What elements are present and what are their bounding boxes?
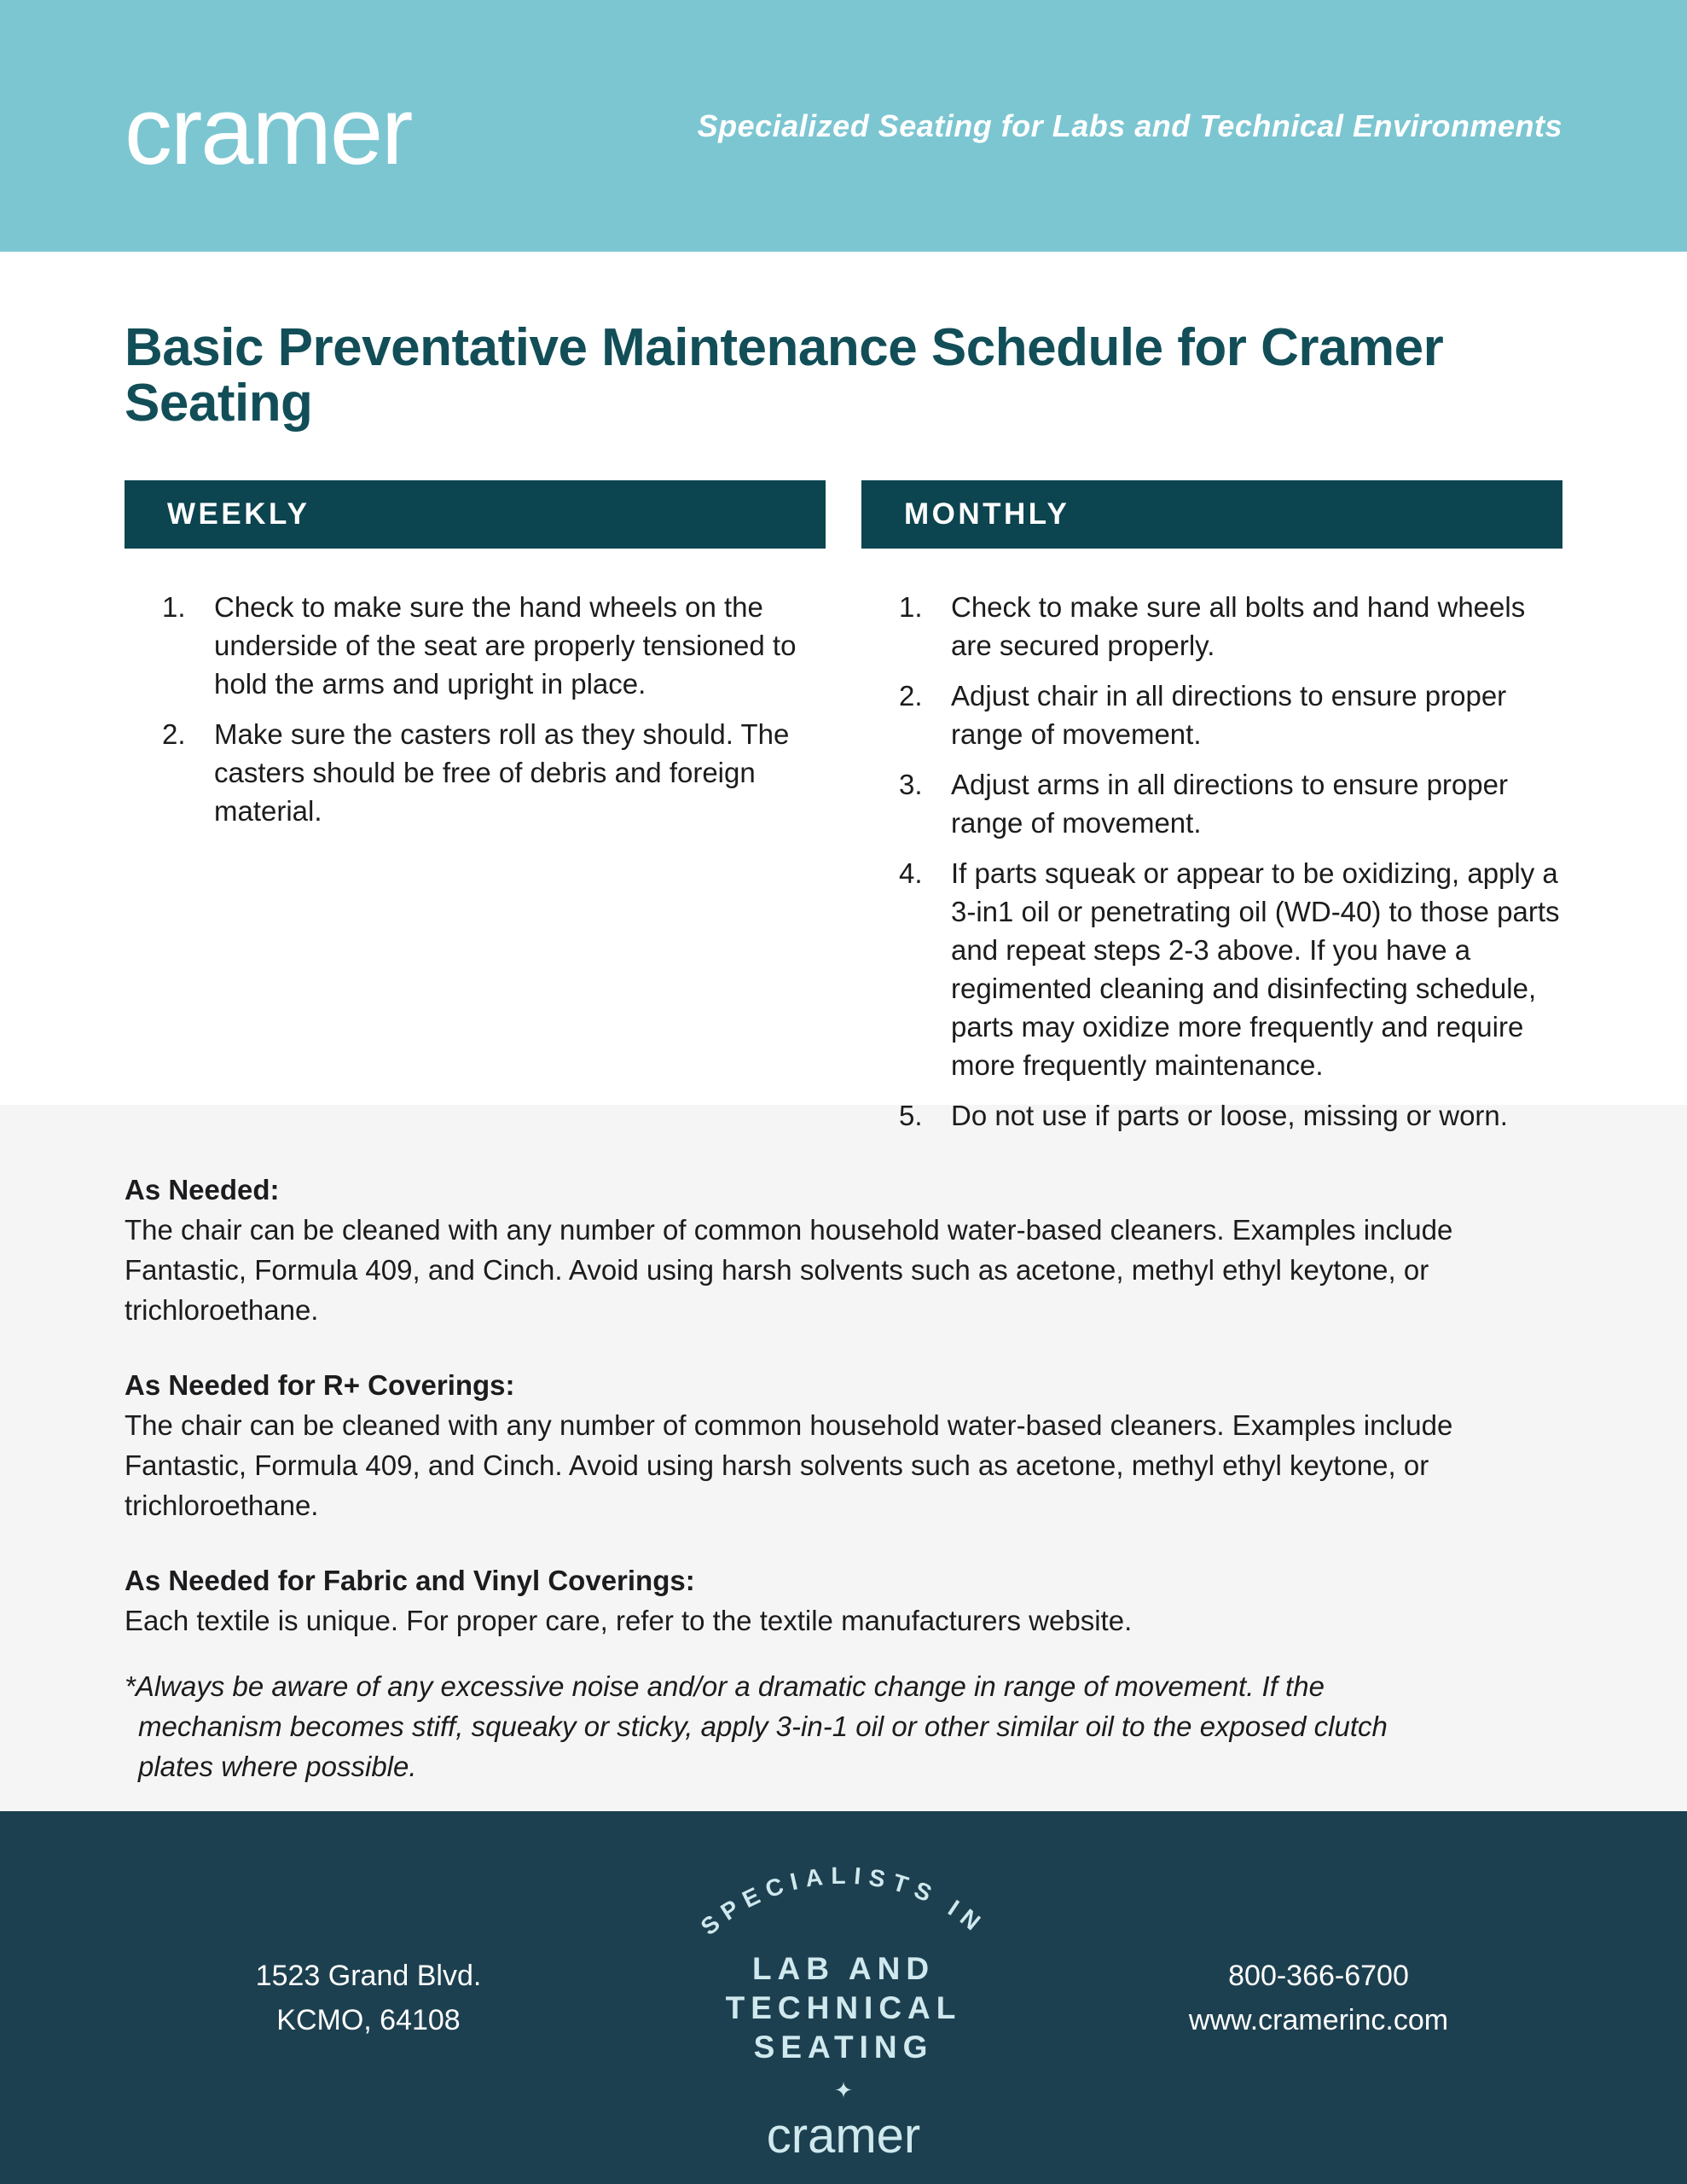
schedule-columns: [125, 480, 1562, 1147]
monthly-header-label: MONTHLY: [904, 497, 1070, 531]
weekly-list: [125, 588, 826, 830]
weekly-header-label: WEEKLY: [167, 497, 310, 531]
list-item: Adjust chair in all directions to ensure proper range of movement.: [951, 680, 1507, 751]
footer-phone: 800-366-6700: [1228, 1959, 1409, 1992]
as-needed-fabric-heading: As Needed for Fabric and Vinyl Coverings:: [125, 1565, 695, 1596]
as-needed-body: The chair can be cleaned with any number of common household water-based cleaners. Examples include Fantastic, Formula 409, and Cinch. Avoid using harsh solvents such as acetone, methyl ethyl keytone, or trichloroethane.: [125, 1214, 1453, 1326]
list-item: If parts squeak or appear to be oxidizing, apply a 3-in1 oil or penetrating oil (WD-40) to those parts and repeat steps 2-3 above. If you have a regimented cleaning and disinfecting schedule, parts may oxidize more frequently and require more frequently maintenance.: [951, 857, 1560, 1082]
specialists-badge: [643, 1835, 1044, 2164]
address-line-2: KCMO, 64108: [276, 2003, 461, 2036]
footer-contact: [1044, 1954, 1593, 2042]
monthly-list: [861, 588, 1562, 1135]
badge-arc-text: [647, 1835, 1040, 1955]
badge-arc-label: SPECIALISTS IN: [695, 1862, 992, 1940]
as-needed-rplus-body: The chair can be cleaned with any number of common household water-based cleaners. Examples include Fantastic, Formula 409, and Cinch. Avoid using harsh solvents such as acetone, methyl ethyl keytone, or trichloroethane.: [125, 1409, 1453, 1521]
list-item: Do not use if parts or loose, missing or worn.: [951, 1100, 1508, 1132]
list-item: Check to make sure the hand wheels on the underside of the seat are properly tensioned to hold the arms and upright in place.: [214, 591, 797, 700]
list-item: Make sure the casters roll as they should. The casters should be free of debris and foreign material.: [214, 718, 790, 828]
list-item: Check to make sure all bolts and hand wheels are secured properly.: [951, 591, 1526, 662]
svg-text:SPECIALISTS IN: [696, 1862, 992, 1939]
monthly-column: [861, 480, 1562, 1147]
badge-cramer-wordmark: cramer: [766, 2107, 921, 2164]
monthly-header-bar: [861, 480, 1562, 549]
footer-address: [94, 1954, 643, 2042]
as-needed-block: [125, 1170, 1562, 1330]
as-needed-fabric-body: Each textile is unique. For proper care, refer to the textile manufacturers website.: [125, 1605, 1133, 1636]
as-needed-heading: As Needed:: [125, 1174, 280, 1205]
weekly-column: [125, 480, 826, 1147]
as-needed-section: [0, 1105, 1687, 1811]
sparkle-icon: ✦: [834, 2077, 853, 2103]
address-line-1: 1523 Grand Blvd.: [255, 1959, 482, 1992]
as-needed-fabric-block: [125, 1560, 1562, 1641]
weekly-header-bar: [125, 480, 826, 549]
list-item: Adjust arms in all directions to ensure proper range of movement.: [951, 769, 1508, 839]
badge-line-lab-and: LAB AND: [751, 1950, 936, 1986]
badge-line-seating: SEATING: [753, 2029, 934, 2065]
caution-note: *Always be aware of any excessive noise and/or a dramatic change in range of movement. If the mechanism becomes stiff, squeaky or sticky, apply 3-in-1 oil or other similar oil to the exposed clutch plates where possible.: [125, 1670, 1388, 1782]
as-needed-rplus-block: [125, 1365, 1562, 1525]
cramer-logo: cramer: [125, 77, 412, 184]
badge-line-technical: TECHNICAL: [725, 1989, 962, 2025]
footer-website: www.cramerinc.com: [1188, 2003, 1449, 2036]
page-header: [0, 0, 1687, 252]
page-footer: [0, 1811, 1687, 2184]
as-needed-rplus-heading: As Needed for R+ Coverings:: [125, 1369, 515, 1401]
main-content: [0, 252, 1687, 1132]
header-tagline: Specialized Seating for Labs and Technical Environments: [697, 107, 1562, 143]
page-title: Basic Preventative Maintenance Schedule for Cramer Seating: [125, 318, 1444, 433]
